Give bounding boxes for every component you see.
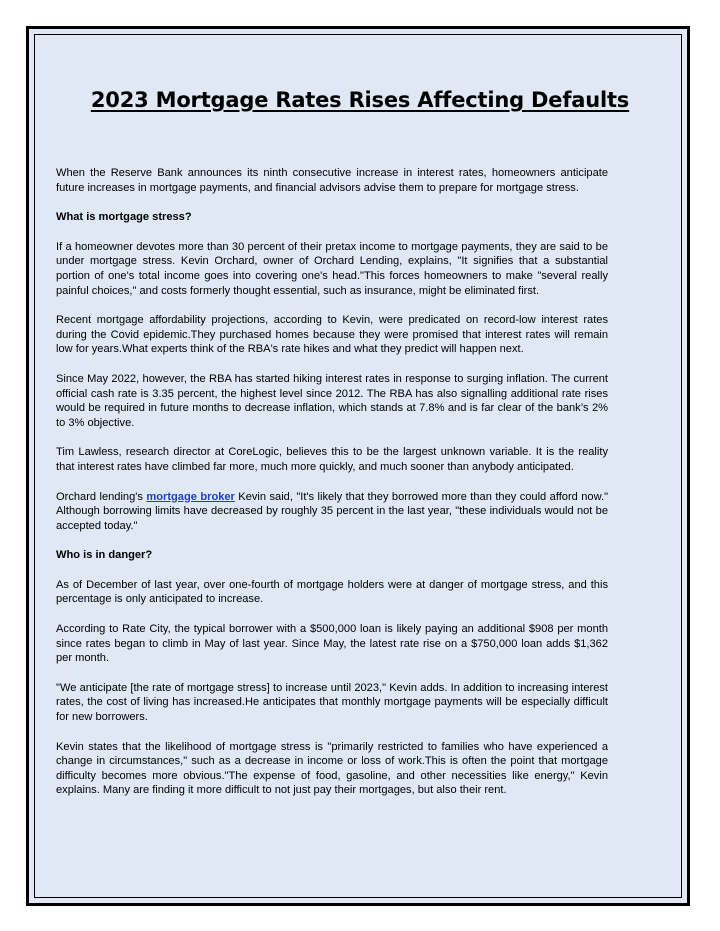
article-body xyxy=(56,166,608,813)
paragraph-broker xyxy=(56,490,608,534)
paragraph-rate-city: According to Rate City, the typical borrower with a $500,000 loan is likely paying an additional $908 per month since rates began to climb in May of last year. Since May, the latest rate rise on a $750,000 loan adds $1,362 per month. xyxy=(56,623,608,665)
paragraph-projections: Recent mortgage affordability projections, according to Kevin, were predicated on record-low interest rates during the Covid epidemic.They purchased homes because they were promised that interest rates will remain low for years.What experts think of the RBA's rate hikes and what they predict will happen next. xyxy=(56,314,608,356)
paragraph-intro: When the Reserve Bank announces its ninth consecutive increase in interest rates, homeowners anticipate future increases in mortgage payments, and financial advisors advise them to prepare for mortgage stress. xyxy=(56,167,608,194)
paragraph-definition: If a homeowner devotes more than 30 percent of their pretax income to mortgage payments, they are said to be under mortgage stress. Kevin Orchard, owner of Orchard Lending, explains, "It signifies that a substantial portion of one's total income goes into covering one's head."This forces homeowners to make "several really painful choices," and costs formerly thought essential, such as insurance, might be eliminated first. xyxy=(56,240,608,297)
heading-what-is-stress: What is mortgage stress? xyxy=(56,211,192,224)
paragraph-lawless: Tim Lawless, research director at CoreLogic, believes this to be the largest unknown variable. It is the reality that interest rates have climbed far more, much more quickly, and much sooner than anybody anticipated. xyxy=(56,446,608,473)
broker-text-after: Kevin said, "It's likely that they borrowed more than they could afford now." Although borrowing limits have decreased by roughly 35 percent in the last year, "these individuals would not be accepted today." xyxy=(56,490,609,532)
paragraph-rba-hikes: Since May 2022, however, the RBA has started hiking interest rates in response to surging inflation. The current official cash rate is 3.35 percent, the highest level since 2012. The RBA has also signalling additional rate rises would be required in future months to decrease inflation, which stands at 7.8% and is far clear of the bank’s 2% to 3% objective. xyxy=(56,372,608,429)
page-title: 2023 Mortgage Rates Rises Affecting Defaults xyxy=(90,88,630,112)
heading-who-in-danger: Who is in danger? xyxy=(56,549,153,562)
mortgage-broker-link[interactable]: mortgage broker xyxy=(146,490,235,503)
paragraph-anticipate: "We anticipate [the rate of mortgage stress] to increase until 2023," Kevin adds. In addition to increasing interest rates, the cost of living has increased.He anticipates that monthly mortgage payments will be especially difficult for new borrowers. xyxy=(56,681,608,724)
paragraph-circumstances: Kevin states that the likelihood of mortgage stress is "primarily restricted to families who have experienced a change in circumstances," such as a decrease in income or loss of work.This is often the point that mortgage difficulty becomes more obvious."The expense of food, gasoline, and other necessities like energy," Kevin explains. Many are finding it more difficult to not just pay their mortgages, but also their rent. xyxy=(56,740,608,797)
broker-text-before: Orchard lending's xyxy=(56,490,147,503)
title-wrapper xyxy=(30,70,690,112)
paragraph-december: As of December of last year, over one-fourth of mortgage holders were at danger of mortgage stress, and this percentage is only anticipated to increase. xyxy=(56,578,608,606)
